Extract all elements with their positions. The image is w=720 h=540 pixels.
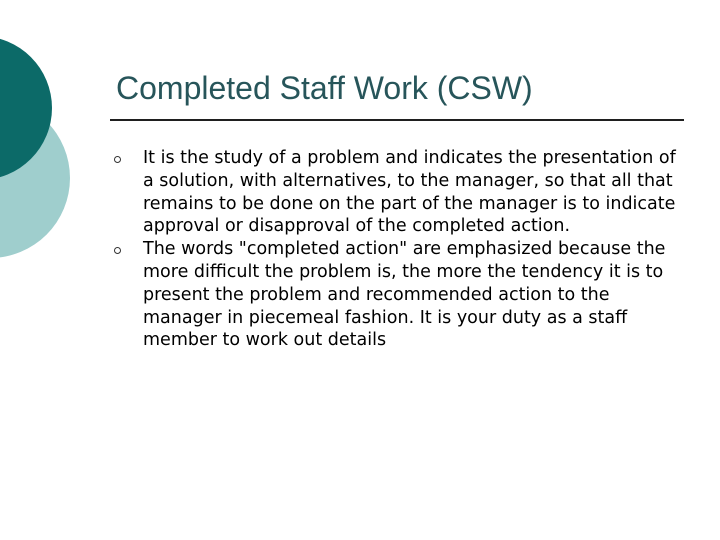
- hollow-circle-bullet-icon: [114, 247, 121, 254]
- bullet-item: [112, 238, 692, 352]
- slide-title: Completed Staff Work (CSW): [116, 70, 533, 106]
- corner-circles-decoration: [0, 0, 110, 300]
- hollow-circle-bullet-icon: [114, 156, 121, 163]
- bullet-text: It is the study of a problem and indicates the presentation of a solution, with alternatives, to the manager, so that all that remains to be done on the part of the manager is to indicate approval or disapproval of the completed action.: [143, 148, 676, 237]
- title-underline: [110, 119, 684, 121]
- bullet-item: [112, 147, 692, 238]
- bullet-text: The words "completed action" are emphasized because the more difficult the problem is, the more the tendency it is to present the problem and recommended action to the manager in piecemeal fashion. It is your duty as a staff member to work out details: [143, 239, 666, 351]
- bullet-list: [112, 147, 692, 352]
